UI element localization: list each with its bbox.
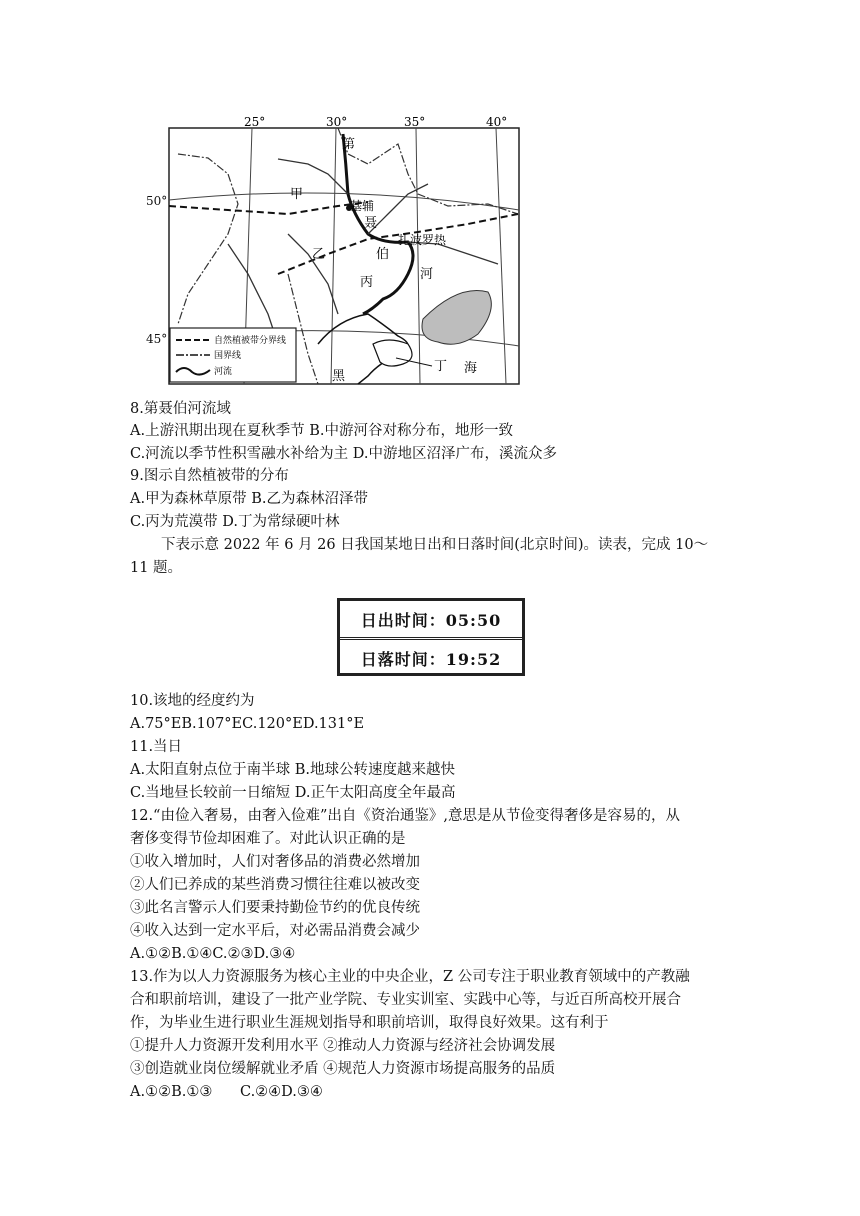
veg-boundary-1 — [169, 202, 368, 214]
q11-stem: 11.当日 — [130, 739, 183, 755]
map-label-bo: 伯 — [376, 247, 390, 262]
q12-stem-line2: 奢侈变得节俭却困难了。对此认识正确的是 — [130, 831, 406, 847]
q11-options-cd: C.当地昼长较前一日缩短 D.正午太阳高度全年最高 — [130, 785, 456, 801]
q8-options-cd: C.河流以季节性积雪融水补给为主 D.中游地区沼泽广布，溪流众多 — [130, 446, 558, 462]
q10-options: A.75°EB.107°EC.120°ED.131°E — [130, 716, 365, 732]
map-label-black: 黑 — [332, 369, 346, 384]
q9-options-ab: A.甲为森林草原带 B.乙为森林沼泽带 — [130, 491, 368, 507]
q12-option-2: ②人们已养成的某些消费习惯往往难以被改变 — [130, 877, 420, 893]
meridian-30 — [331, 128, 336, 384]
sunset-row: 日落时间：19:52 — [360, 649, 502, 669]
q12-answers: A.①②B.①④C.②③D.③④ — [130, 946, 296, 962]
q13-options-12: ①提升人力资源开发利用水平 ②推动人力资源与经济社会协调发展 — [130, 1038, 556, 1054]
tributary-1 — [278, 159, 348, 194]
map-figure — [168, 114, 520, 386]
q11-options-ab: A.太阳直射点位于南半球 B.地球公转速度越来越快 — [130, 762, 455, 778]
q13-stem-line3: 作，为毕业生进行职业生涯规划指导和职前培训，取得良好效果。这有利于 — [130, 1015, 609, 1031]
map-label-yi: 乙 — [312, 247, 326, 262]
q12-stem-line1: 12.“由俭入奢易，由奢入俭难”出自《资治通鉴》,意思是从节俭变得奢侈是容易的，从 — [130, 808, 680, 824]
lon-label-35: 35° — [404, 115, 426, 129]
q13-answers: A.①②B.①③ C.②④D.③④ — [130, 1084, 323, 1100]
q12-option-4: ④收入达到一定水平后，对必需品消费会减少 — [130, 923, 420, 939]
map-label-jia: 甲 — [290, 187, 304, 202]
map-label-kiev: 基辅 — [350, 199, 375, 213]
lon-label-30: 30° — [326, 115, 348, 129]
q8-options-ab: A.上游汛期出现在夏秋季节 B.中游河谷对称分布，地形一致 — [130, 423, 513, 439]
intro-10-11-line1: 下表示意 2022 年 6 月 26 日我国某地日出和日落时间(北京时间)。读表，完成 10～ — [161, 537, 709, 553]
map-label-di: 第 — [342, 137, 356, 152]
map-label-he: 河 — [420, 267, 434, 282]
sea-of-azov — [422, 291, 491, 345]
q9-stem: 9.图示自然植被带的分布 — [130, 468, 289, 484]
crimea — [373, 340, 412, 366]
q8-stem: 8.第聂伯河流域 — [130, 401, 231, 417]
intro-10-11-line2: 11 题。 — [130, 560, 183, 576]
meridian-35 — [416, 128, 420, 384]
legend-veg-label: 自然植被带分界线 — [214, 336, 287, 346]
map-label-bing: 丙 — [360, 275, 374, 290]
lon-label-25: 25° — [244, 115, 266, 129]
q9-options-cd: C.丙为荒漠带 D.丁为常绿硬叶林 — [130, 514, 340, 530]
map-label-zaporozhye: 扎波罗热 — [398, 233, 447, 247]
q12-option-1: ①收入增加时，人们对奢侈品的消费必然增加 — [130, 854, 420, 870]
q10-stem: 10.该地的经度约为 — [130, 693, 255, 709]
q13-stem-line1: 13.作为以人力资源服务为核心主业的中央企业，Z 公司专注于职业教育领域中的产教融 — [130, 969, 690, 985]
legend-river-label: 河流 — [214, 367, 233, 377]
lat-label-50: 50° — [146, 194, 168, 208]
legend-border-label: 国界线 — [214, 351, 242, 361]
map-label-nie: 聂 — [364, 216, 378, 231]
lat-label-45: 45° — [146, 332, 168, 346]
map-label-ding: 丁 — [434, 359, 448, 374]
lon-label-40: 40° — [486, 115, 508, 129]
q13-options-34: ③创造就业岗位缓解就业矛盾 ④规范人力资源市场提高服务的品质 — [130, 1061, 556, 1077]
map-label-sea: 海 — [464, 361, 478, 376]
meridian-40 — [496, 128, 506, 384]
dnieper-basin-map — [168, 114, 520, 386]
sunrise-row: 日出时间：05:50 — [340, 601, 522, 640]
q12-option-3: ③此名言警示人们要秉持勤俭节约的优良传统 — [130, 900, 420, 916]
parallel-50 — [169, 193, 519, 210]
sun-time-table — [337, 598, 525, 676]
q13-stem-line2: 合和职前培训，建设了一批产业学院、专业实训室、实践中心等，与近百所高校开展合 — [130, 992, 681, 1008]
border-west — [178, 154, 238, 324]
